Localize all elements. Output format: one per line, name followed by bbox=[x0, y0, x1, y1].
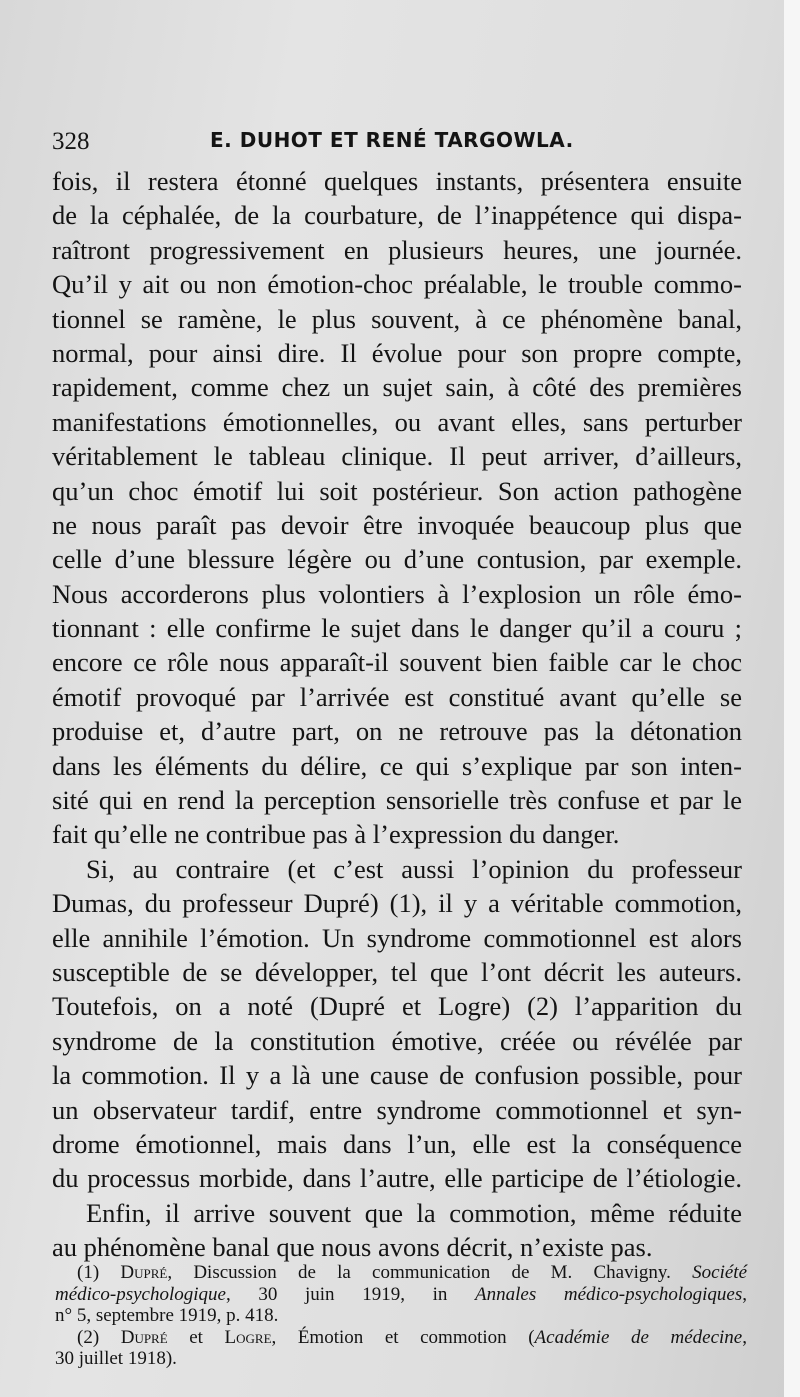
footnote-source: Annales médico-psychologiques bbox=[475, 1283, 743, 1305]
footnote-text: , 30 juin 1919, in bbox=[225, 1283, 448, 1305]
text-line: drome émotionnel, mais dans l’un, elle est la conséquence bbox=[52, 1128, 742, 1159]
text-line: rapidement, comme chez un sujet sain, à côté des premières bbox=[52, 372, 742, 403]
text-line: du processus morbide, dans l’autre, elle participe de l’étiologie. bbox=[52, 1163, 742, 1194]
text-line: Qu’il y ait ou non émotion-choc préalable, le trouble commo- bbox=[52, 269, 742, 300]
text-line: dans les éléments du délire, ce qui s’explique par son inten- bbox=[52, 750, 742, 781]
text-line: ne nous paraît pas devoir être invoquée beaucoup plus que bbox=[52, 509, 742, 540]
footnote-text: , Émotion et commotion ( bbox=[271, 1326, 535, 1348]
footnote-source: Académie de médecine bbox=[534, 1326, 743, 1348]
page-margin bbox=[784, 0, 800, 1397]
text-line: la commotion. Il y a là une cause de confusion possible, pour bbox=[52, 1060, 742, 1091]
footnote-marker: (1) bbox=[77, 1262, 100, 1283]
text-line: tionnant : elle confirme le sujet dans le danger qu’il a couru ; bbox=[52, 613, 742, 644]
text-line: Enfin, il arrive souvent que la commotion, même réduite bbox=[86, 1197, 742, 1228]
text-line: Toutefois, on a noté (Dupré et Logre) (2) l’apparition du bbox=[52, 991, 742, 1022]
footnote-2 bbox=[55, 1327, 747, 1349]
footnotes bbox=[55, 1262, 747, 1370]
text-line: au phénomène banal que nous avons décrit, n’existe pas. bbox=[52, 1232, 653, 1263]
text-line: manifestations émotionnelles, ou avant elles, sans perturber bbox=[52, 406, 742, 437]
text-line: Nous accorderons plus volontiers à l’explosion un rôle émo- bbox=[52, 578, 742, 609]
text-line: celle d’une blessure légère ou d’une contusion, par exemple. bbox=[52, 544, 742, 575]
text-line: elle annihile l’émotion. Un syndrome commotionnel est alors bbox=[52, 922, 742, 953]
text-line: fois, il restera étonné quelques instants, présentera ensuite bbox=[52, 166, 742, 196]
text-line: émotif provoqué par l’arrivée est constitué avant qu’elle se bbox=[52, 681, 742, 712]
text-line: encore ce rôle nous apparaît-il souvent bien faible car le choc bbox=[52, 647, 742, 678]
text-line: normal, pour ainsi dire. Il évolue pour son propre compte, bbox=[52, 337, 742, 368]
text-line: véritablement le tableau clinique. Il peut arriver, d’ailleurs, bbox=[52, 441, 742, 472]
footnote-1 bbox=[55, 1262, 747, 1284]
text-line: syndrome de la constitution émotive, créée ou révélée par bbox=[52, 1025, 742, 1056]
body-text bbox=[52, 164, 742, 1265]
footnote-author: Logre bbox=[224, 1326, 272, 1348]
text-line: tionnel se ramène, le plus souvent, à ce phénomène banal, bbox=[52, 303, 742, 334]
text-line: Dumas, du professeur Dupré) (1), il y a véritable commotion, bbox=[52, 888, 742, 919]
footnote-1-continued: n° 5, septembre 1919, p. 418. bbox=[55, 1305, 279, 1326]
text-line: de la céphalée, de la courbature, de l’inappétence qui dispa- bbox=[52, 200, 742, 231]
text-line: qu’un choc émotif lui soit postérieur. Son action pathogène bbox=[52, 475, 742, 506]
footnote-author: Dupré bbox=[120, 1262, 168, 1283]
footnote-source: Société bbox=[692, 1262, 748, 1283]
text-line: un observateur tardif, entre syndrome commotionnel et syn- bbox=[52, 1094, 742, 1125]
text-line: Si, au contraire (et c’est aussi l’opinion du professeur bbox=[86, 853, 742, 884]
text-line: fait qu’elle ne contribue pas à l’expression du danger. bbox=[52, 819, 620, 850]
footnote-1-continued bbox=[55, 1284, 747, 1306]
text-line: susceptible de se développer, tel que l’ont décrit les auteurs. bbox=[52, 956, 742, 987]
text-line: sité qui en rend la perception sensorielle très confuse et par le bbox=[52, 785, 742, 816]
footnote-text: , bbox=[742, 1283, 747, 1305]
text-line: raîtront progressivement en plusieurs heures, une journée. bbox=[52, 234, 742, 265]
footnote-text: et bbox=[189, 1326, 203, 1348]
footnote-source: médico-psychologique bbox=[55, 1283, 226, 1305]
page-number: 328 bbox=[52, 128, 90, 155]
footnote-text: , bbox=[742, 1326, 747, 1348]
page-header bbox=[52, 124, 742, 156]
running-title: E. DUHOT ET RENÉ TARGOWLA. bbox=[210, 128, 574, 152]
footnote-author: Dupré bbox=[120, 1326, 168, 1348]
footnote-2-continued: 30 juillet 1918). bbox=[55, 1348, 177, 1369]
footnote-marker: (2) bbox=[77, 1326, 100, 1348]
footnote-text: , Discussion de la communication de M. Chavigny. bbox=[167, 1262, 671, 1283]
text-line: produise et, d’autre part, on ne retrouve pas la détonation bbox=[52, 716, 742, 747]
